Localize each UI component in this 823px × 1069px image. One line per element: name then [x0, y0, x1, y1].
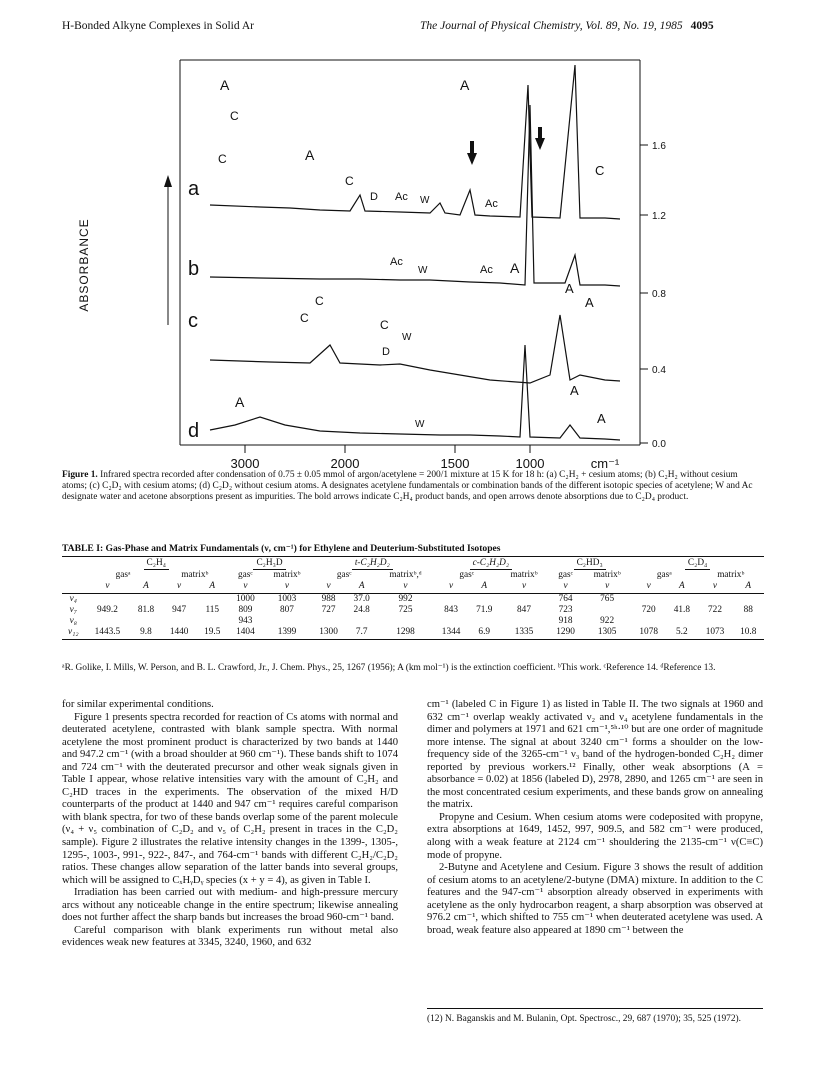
table-cell: 7.7 [355, 627, 368, 637]
table-cell: 1399 [277, 627, 297, 637]
unit-cell: A [209, 581, 216, 591]
table-cell: 725 [398, 605, 413, 615]
column-group: c-C₂H₂D₂ [470, 558, 513, 570]
y-tick-label: 0.0 [652, 439, 666, 450]
table-cell: 88 [743, 605, 753, 615]
table-cell [698, 594, 733, 606]
peak-annotation: W [420, 195, 430, 206]
journal-citation [420, 20, 714, 32]
paragraph: Irradiation has been carried out with medium- and high-pressure mercury arcs without any noticeable change in the entire spectrum; likewise annealing does not further affect the sharp bands but increases the broad 960-cm⁻¹ band. [62, 887, 398, 924]
column-group: C₂H₃D [253, 558, 285, 570]
peak-annotation: C [595, 163, 605, 178]
table-cell: 947 [172, 605, 187, 615]
unit-cell: ν [646, 581, 651, 591]
trace-label: c [188, 310, 198, 332]
bold-arrow-1 [467, 141, 477, 165]
table-cell: 37.0 [353, 594, 370, 604]
table-cell: 41.8 [673, 605, 690, 615]
peak-annotation: A [305, 147, 315, 163]
unit-cell: ν [177, 581, 182, 591]
table-cell: 943 [238, 616, 253, 626]
table-cell: 949.2 [96, 605, 118, 615]
peak-annotation: D [382, 346, 390, 358]
trace-c [210, 315, 620, 383]
figure-caption [62, 470, 762, 504]
table-cell [666, 616, 697, 627]
table-cell: 764 [558, 594, 573, 604]
paragraph: for similar experimental conditions. [62, 699, 214, 710]
table-cell [500, 616, 548, 627]
peak-annotation: D [370, 191, 378, 203]
table-cell [85, 594, 131, 606]
peak-annotation: Ac [390, 256, 403, 268]
column-subhead: matrixᵇ [717, 570, 745, 580]
peak-annotation: W [418, 265, 428, 276]
unit-cell: ν [243, 581, 248, 591]
table-cell: 992 [398, 594, 413, 604]
peak-annotation: A [597, 411, 606, 426]
table-cell: 71.9 [476, 605, 493, 615]
trace-a [210, 65, 620, 219]
mode-label: ν₇ [69, 605, 77, 615]
peak-annotation: Ac [395, 191, 408, 203]
unit-cell: ν [105, 581, 110, 591]
left-column [62, 699, 398, 950]
column-subhead: matrixᵇ,ᵈ [389, 570, 422, 580]
peak-annotation: Ac [480, 264, 493, 276]
trace-label: b [188, 258, 200, 280]
mode-label: ν₄ [69, 594, 77, 604]
table-cell: 5.2 [676, 627, 688, 637]
table-cell: 847 [517, 605, 531, 615]
table-title: TABLE I: Gas-Phase and Matrix Fundamentals (ν, cm⁻¹) for Ethylene and Deuterium-Substituted Isotopes [62, 543, 501, 554]
table-footnotes: ᵃR. Golike, I. Mills, W. Person, and B. L. Crawford, Jr., J. Chem. Phys., 25, 1267 (1956); A (km mol⁻¹) is the extinction coefficient. ᵇThis work. ᶜReference 14. ᵈReference 13. [62, 663, 716, 673]
right-column [427, 699, 763, 937]
table-cell: 9.8 [140, 627, 152, 637]
unit-cell: A [745, 581, 752, 591]
paragraph: Figure 1 presents spectra recorded for reaction of Cs atoms with normal and deuterated acetylene, contrasted with blank sample spectra. With normal acetylene the most prominent product is characterized by two bands at 1440 and 947.2 cm⁻¹ (with a broad shoulder at 960 cm⁻¹). These bands shift to 1074 and 724 cm⁻¹ with the deuterated precursor and other weak signals given in Table I appear, whose relative intensities vary with the amount of C₂H₂ and C₂HD traces in the experiments. The observation of the mixed H/D counterparts of the product at 1440 and 947 cm⁻¹ requires careful comparison with blank spectra, for two of these bands overlap some of the parent molecule (ν₄ + ν₅ combination of C₂D₂ and ν₅ of C₂H₂ present in traces in the C₂D₂ sample). Figure 2 illustrates the relative intensity changes in the 1399-, 1305-, 1295-, 1003-, 991-, 922-, 847-, and 764-cm⁻¹ bands with different C₂H₂/C₂D₂ ratios. These changes allow separation of the latter bands into several groups, which will be assigned to CₓHᵧDᵧ species (x + y = 4), as given in Table I. [62, 711, 398, 886]
table-cell: 1335 [514, 627, 534, 637]
peak-annotation: A [585, 295, 594, 310]
table-cell [434, 616, 469, 627]
peak-annotation: A [235, 394, 245, 410]
unit-cell: A [358, 581, 365, 591]
column-subhead: gasᵃ [656, 570, 672, 580]
unit-cell: ν [284, 581, 290, 591]
journal-name: The Journal of Physical Chemistry, Vol. 89, No. 19, 1985 [420, 20, 683, 32]
bold-arrow-2 [535, 127, 545, 150]
column-subhead: gasᵃ [115, 570, 131, 580]
table-cell: 765 [600, 594, 615, 604]
y-tick-label: 1.6 [652, 141, 666, 152]
x-tick-label: 3000 [230, 456, 260, 470]
table-cell: 727 [321, 605, 336, 615]
peak-annotation: W [415, 419, 425, 430]
table-units-row [62, 581, 764, 592]
table-cell: 722 [708, 605, 722, 615]
table-cell [311, 616, 346, 627]
unit-cell: ν [521, 581, 527, 591]
y-tick-label: 1.2 [652, 211, 666, 222]
unit-cell: ν [563, 581, 568, 591]
trace-label: a [188, 178, 200, 200]
unit-cell: A [143, 581, 149, 591]
table-cell [197, 616, 228, 627]
spectra-figure [60, 45, 780, 470]
column-group: C₂HD₃ [574, 558, 606, 570]
table-cell: 988 [321, 594, 336, 604]
x-tick-label: 1000 [515, 456, 545, 470]
table-cell: 807 [280, 605, 294, 615]
column-subhead: matrixᵇ [273, 570, 301, 580]
table-cell [263, 616, 311, 627]
column-group: C₂D₄ [685, 558, 710, 570]
table-group-row [62, 558, 764, 570]
table-cell: 922 [600, 616, 615, 626]
column-subhead: matrixᵇ [510, 570, 538, 580]
paragraph: cm⁻¹ (labeled C in Figure 1) as listed in Table II. The two signals at 1960 and 632 cm⁻¹ overlap weakly activated ν₂ and ν₄ acetylene fundamentals in the dimer and polymers at 1971 and 621 cm⁻¹,⁵ʰ·¹⁰ but are one order of magnitude more intense. The signal at about 3240 cm⁻¹ forms a shoulder on the low-frequency side of the 3265-cm⁻¹ ν₃ band of the hydrogen-bonded C₂H₂ dimer reported by previous workers.¹² Finally, other weak absorptions (A = absorbance = 0.02) at 1856 (labeled D), 2978, 2890, and 1265 cm⁻¹ are seen in the most concentrated cesium experiments, and these bands grow on annealing the matrix. [427, 699, 763, 811]
column-subhead: matrixᵇ [181, 570, 209, 580]
page-number: 4095 [690, 20, 714, 32]
trace-label: d [188, 420, 200, 442]
peak-annotation: A [510, 260, 520, 276]
y-tick-label: 0.8 [652, 289, 666, 300]
table-cell: 1344 [441, 627, 461, 637]
y-tick-label: 0.4 [652, 365, 666, 376]
table-cell: 81.8 [137, 605, 155, 615]
mode-label: ν₈ [69, 616, 77, 626]
table-row [62, 616, 764, 627]
table-cell: 1000 [236, 594, 255, 604]
table-cell: 1443.5 [94, 627, 121, 637]
column-subhead: gasᶜ [238, 570, 253, 580]
table-cell: 1073 [705, 627, 725, 637]
peak-annotation: C [345, 174, 354, 188]
table-cell [631, 594, 666, 606]
table-cell [162, 616, 197, 627]
peak-annotation: C [380, 318, 389, 332]
paragraph: 2-Butyne and Acetylene and Cesium. Figure 3 shows the result of addition of cesium atoms to an acetylene/2-butyne (DMA) mixture. In addition to the C features and the 947-cm⁻¹ absorption already observed in experiments with acetylene as the only hydrocarbon reagent, a sharp absorption was observed at 976.2 cm⁻¹, which shifted to 755 cm⁻¹ when deuterated acetylene was used. A broad, weak feature also appeared at 1890 cm⁻¹ between the [427, 862, 763, 936]
table-cell: 843 [444, 605, 459, 615]
fundamentals-table [62, 556, 764, 640]
table-cell [469, 616, 500, 627]
table-cell: 115 [205, 605, 220, 615]
x-tick-label: 1500 [440, 456, 470, 470]
table-cell [500, 594, 548, 606]
paragraph: Careful comparison with blank experiments run without metal also evidences weak new features at 3345, 3240, 1960, and 632 [62, 924, 398, 949]
table-subhead-row [62, 570, 764, 581]
peak-annotation: A [570, 383, 579, 398]
running-head: H-Bonded Alkyne Complexes in Solid Ar [62, 20, 254, 32]
table-cell [666, 594, 697, 606]
reference-footnote: (12) N. Baganskis and M. Bulanin, Opt. Spectrosc., 29, 687 (1970); 35, 525 (1972). [427, 1008, 763, 1025]
table-cell [130, 594, 161, 606]
table-row [62, 627, 764, 638]
figure-caption-text: Infrared spectra recorded after condensation of 0.75 ± 0.05 mmol of argon/acetylene = 200/1 mixture at 15 K for 18 h: (a) C₂H₂ + cesium atoms; (b) C₂H₂ without cesium atoms; (c) C₂D₂ with cesium atoms; (d) C₂D₂ without cesium atoms. A designates acetylene fundamentals or combination bands of the different isotopic species of acetylene; W and Ac designate water and acetone absorptions present as impurities. The bold arrows indicate C₂H₄ product bands, and open arrows denote absorptions due to C₂D₄ product. [62, 470, 753, 503]
mode-label: ν₁₂ [67, 627, 79, 637]
table-cell [469, 594, 500, 606]
y-axis-label: ABSORBANCE [77, 218, 91, 312]
table-cell: 24.8 [353, 605, 370, 615]
peak-annotation: C [230, 109, 239, 123]
peak-annotation: C [315, 294, 324, 308]
unit-cell: ν [326, 581, 331, 591]
table-cell: 1305 [597, 627, 617, 637]
table-cell [698, 616, 733, 627]
table-cell: 10.8 [740, 627, 757, 637]
table-cell [197, 594, 228, 606]
unit-cell: ν [403, 581, 408, 591]
table-cell: 720 [641, 605, 656, 615]
table-cell: 918 [558, 616, 573, 626]
column-subhead: gasᶜ [558, 570, 573, 580]
table-cell [346, 616, 377, 627]
column-group: t-C₂H₂D₂ [352, 558, 393, 570]
table-cell: 1440 [169, 627, 189, 637]
paragraph: Propyne and Cesium. When cesium atoms were codeposited with propyne, extra absorptions at 1649, 1452, 997, 909.5, and 582 cm⁻¹ were produced, along with a weak feature at 2124 cm⁻¹ shouldering the 2135-cm⁻¹ ν(C≡C) mode of propyne. [427, 811, 763, 861]
column-group: C₂H₄ [144, 558, 169, 570]
unit-cell: A [481, 581, 488, 591]
table-cell [583, 605, 631, 616]
column-subhead: matrixᵇ [593, 570, 621, 580]
table-cell [377, 616, 433, 627]
table-cell [85, 616, 131, 627]
table-cell [162, 594, 197, 606]
peak-annotation: Ac [485, 198, 498, 210]
figure-label: Figure 1. [62, 470, 98, 480]
unit-cell: ν [449, 581, 454, 591]
x-tick-label: 2000 [330, 456, 360, 470]
column-subhead: gasᶜ [459, 570, 475, 580]
table-cell: 723 [558, 605, 573, 615]
table-cell: 19.5 [204, 627, 221, 637]
trace-b [210, 105, 620, 286]
unit-cell: ν [712, 581, 718, 591]
table-cell: 1300 [319, 627, 338, 637]
table-cell [732, 616, 764, 627]
table-row [62, 605, 764, 616]
peak-annotation: C [300, 311, 309, 325]
table-cell: 1078 [639, 627, 658, 637]
table-row [62, 594, 764, 606]
table-cell [130, 616, 161, 627]
table-cell [434, 594, 469, 606]
peak-annotation: A [460, 77, 470, 93]
table-cell: 1404 [236, 627, 255, 637]
table-cell: 1003 [277, 594, 297, 604]
peak-annotation: A [220, 77, 230, 93]
table-cell: 1298 [396, 627, 415, 637]
peak-annotation: A [565, 281, 574, 296]
table-cell: 6.9 [478, 627, 491, 637]
peak-annotation: C [218, 152, 227, 166]
unit-cell: ν [605, 581, 610, 591]
table-cell: 1290 [556, 627, 575, 637]
unit-cell: A [679, 581, 685, 591]
table-cell [732, 594, 764, 606]
table-cell [631, 616, 666, 627]
column-subhead: gasᶜ [336, 570, 352, 580]
table-cell: 809 [238, 605, 253, 615]
x-tick-label: cm⁻¹ [590, 456, 620, 470]
peak-annotation: W [402, 332, 412, 343]
